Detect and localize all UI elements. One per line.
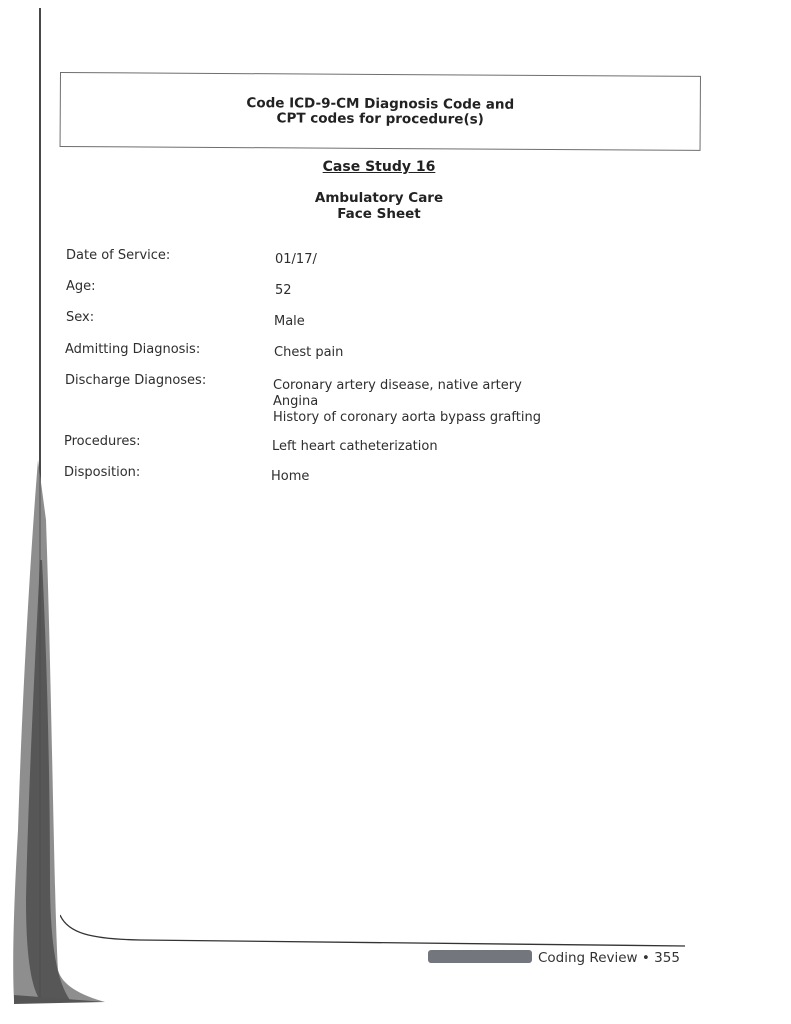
subtitle-line-1: Ambulatory Care [314,190,444,206]
disposition-label: Disposition: [64,465,141,480]
sex-label: Sex: [66,310,95,325]
subtitle-line-2: Face Sheet [337,206,421,222]
title-box [60,72,701,151]
discharge-diagnosis-item: Angina [273,394,319,409]
procedures-label: Procedures: [64,434,141,449]
form-subtitle [229,190,529,222]
procedures-value: Left heart catheterization [272,439,438,454]
admitting-diagnosis-value: Chest pain [274,345,344,360]
date-of-service-label: Date of Service: [66,248,171,263]
footer-rule [60,905,685,955]
book-spine-shadow [0,0,120,1024]
discharge-diagnosis-item: History of coronary aorta bypass grafting [273,410,541,425]
document-title [61,95,700,129]
redaction-mark [428,950,532,963]
discharge-diagnosis-item: Coronary artery disease, native artery [273,378,522,393]
age-value: 52 [275,283,292,298]
title-line-2: CPT codes for procedure(s) [276,110,484,128]
sex-value: Male [274,314,305,329]
disposition-value: Home [271,469,310,484]
case-study-title: Case Study 16 [322,159,436,175]
discharge-diagnoses-list [273,378,541,426]
page-footer: Coding Review • 355 [538,950,680,966]
discharge-diagnoses-label: Discharge Diagnoses: [65,373,207,388]
age-label: Age: [66,279,96,294]
date-of-service-value: 01/17/ [275,252,317,267]
title-line-1: Code ICD-9-CM Diagnosis Code and [246,95,515,113]
admitting-diagnosis-label: Admitting Diagnosis: [65,342,201,357]
